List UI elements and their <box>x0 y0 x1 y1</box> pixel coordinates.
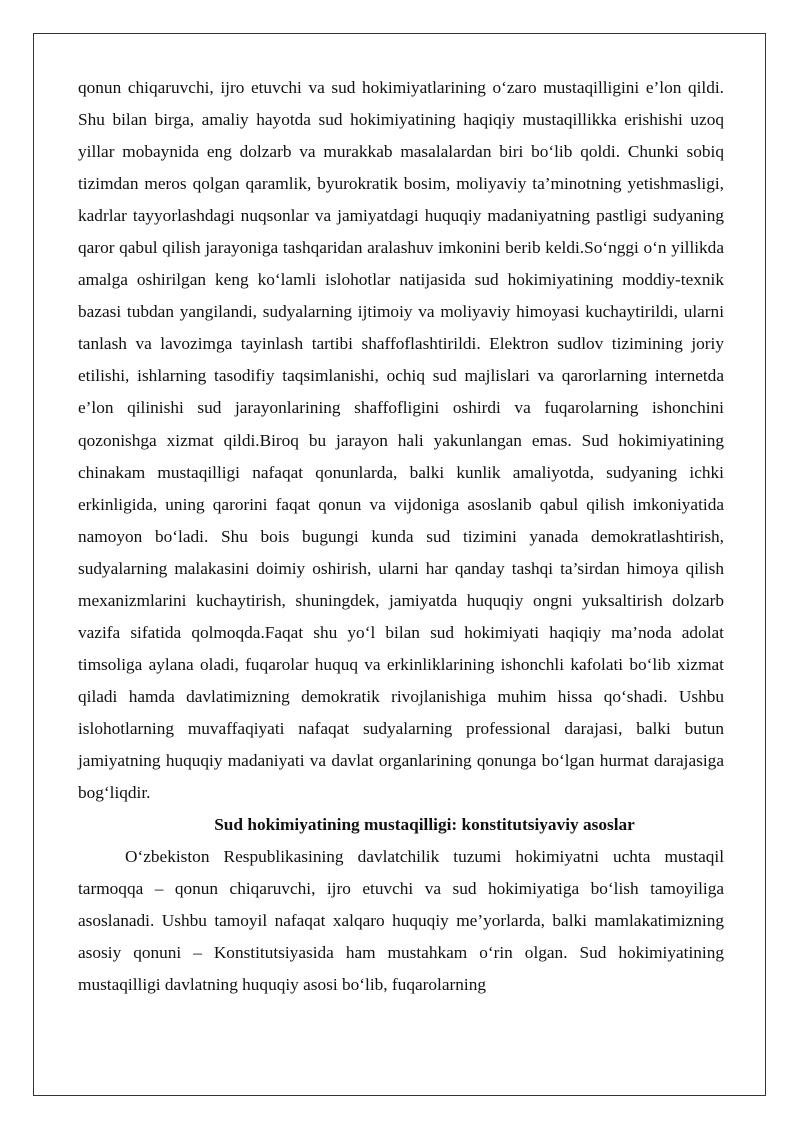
body-paragraph: qonun chiqaruvchi, ijro etuvchi va sud hokimiyatlarining o‘zaro mustaqilligini e’lon qildi. Shu bilan birga, amaliy hayotda sud hokimiyatining haqiqiy mustaqillikka erishishi uzoq yillar mobaynida eng dolzarb va murakkab masalalardan biri bo‘lib qoldi. Chunki sobiq tizimdan meros qolgan qaramlik, byurokratik bosim, moliyaviy ta’minotning yetishmasligi, kadrlar tayyorlashdagi nuqsonlar va jamiyatdagi huquqiy madaniyatning pastligi sudyaning qaror qabul qilish jarayoniga tashqaridan aralashuv imkonini berib keldi.So‘nggi o‘n yillikda amalga oshirilgan keng ko‘lamli islohotlar natijasida sud hokimiyatining moddiy-texnik bazasi tubdan yangilandi, sudyalarning ijtimoiy va moliyaviy himoyasi kuchaytirildi, ularni tanlash va lavozimga tayinlash tartibi shaffoflashtirildi. Elektron sudlov tizimining joriy etilishi, ishlarning tasodifiy taqsimlanishi, ochiq sud majlislari va qarorlarning internetda e’lon qilinishi sud jarayonlarining shaffofligini oshirdi va fuqarolarning ishonchini qozonishga xizmat qildi.Biroq bu jarayon hali yakunlangan emas. Sud hokimiyatining chinakam mustaqilligi nafaqat qonunlarda, balki kunlik amaliyotda, sudyaning ichki erkinligida, uning qarorini faqat qonun va vijdoniga asoslanib qabul qilish imkoniyatida namoyon bo‘ladi. Shu bois bugungi kunda sud tizimini yanada demokratlashtirish, sudyalarning malakasini doimiy oshirish, ularni har qanday tashqi ta’sirdan himoya qilish mexanizmlarini kuchaytirish, shuningdek, jamiyatda huquqiy ongni yuksaltirish dolzarb vazifa sifatida qolmoqda.Faqat shu yo‘l bilan sud hokimiyati haqiqiy ma’noda adolat timsoliga aylana oladi, fuqarolar huquq va erkinliklarining ishonchli kafolati bo‘lib xizmat qiladi hamda davlatimizning demokratik rivojlanishiga muhim hissa qo‘shadi. Ushbu islohotlarning muvaffaqiyati nafaqat sudyalarning professional darajasi, balki butun jamiyatning huquqiy madaniyati va davlat organlarining qonunga bo‘lgan hurmat darajasiga bog‘liqdir. <box>78 78 724 803</box>
section-heading: Sud hokimiyatining mustaqilligi: konstitutsiyaviy asoslar <box>214 815 635 835</box>
body-paragraph: O‘zbekiston Respublikasining davlatchilik tuzumi hokimiyatni uchta mustaqil tarmoqqa – qonun chiqaruvchi, ijro etuvchi va sud hokimiyatiga bo‘lish tamoyiliga asoslanadi. Ushbu tamoyil nafaqat xalqaro huquqiy me’yorlarda, balki mamlakatimizning asosiy qonuni – Konstitutsiyasida ham mustahkam o‘rin olgan. Sud hokimiyatining mustaqilligi davlatning huquqiy asosi bo‘lib, fuqarolarning <box>78 847 724 995</box>
document-body <box>78 72 724 1001</box>
